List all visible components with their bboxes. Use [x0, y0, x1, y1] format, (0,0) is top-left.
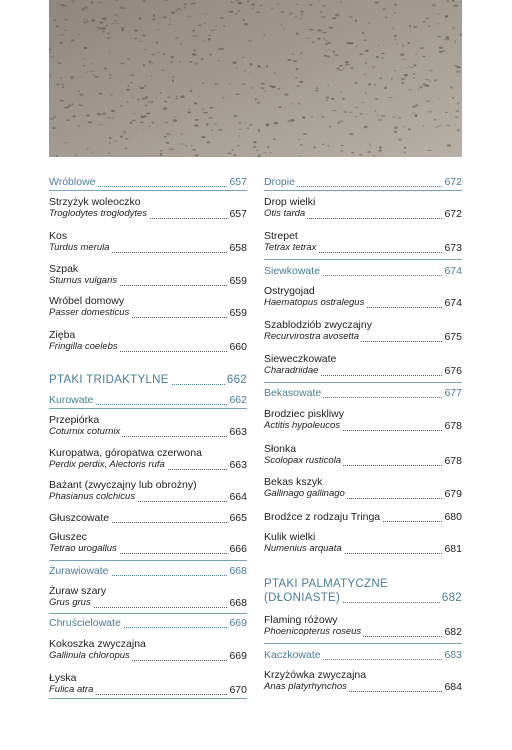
family-divider — [264, 190, 462, 191]
toc-family-entry[interactable]: Siewkowate 674 — [264, 265, 462, 277]
toc-species-entry[interactable]: Szablodziób zwyczajny Recurvirostra avosetta 675 — [264, 319, 462, 343]
toc-species-entry[interactable]: Bażant (zwyczajny lub obrożny) Phasianus colchicus 664 — [49, 479, 247, 503]
toc-species-entry[interactable]: Kuropatwa, góropatwa czerwona Perdix perdix, Alectoris rufa 663 — [49, 447, 247, 471]
toc-species-entry[interactable]: Flaming różowy Phoenicopterus roseus 682 — [264, 614, 462, 638]
toc-family-entry[interactable]: Bekasowate 677 — [264, 387, 462, 399]
family-divider — [49, 613, 247, 614]
toc-species-entry[interactable]: Słonka Scolopax rusticola 678 — [264, 443, 462, 467]
toc-order-entry[interactable]: PTAKI TRIDAKTYLNE 662 — [49, 374, 247, 386]
flock-of-birds-photo — [49, 0, 462, 157]
toc-species-entry[interactable]: Głuszec Tetrao urogallus 666 — [49, 531, 247, 555]
toc-species-entry[interactable]: Kokoszka zwyczajna Gallinula chloropus 669 — [49, 638, 247, 662]
toc-species-entry[interactable]: Strzyżyk woleoczko Troglodytes troglodytes 657 — [49, 196, 247, 220]
toc-species-entry[interactable]: Drop wielki Otis tarda 672 — [264, 196, 462, 220]
toc-family-entry[interactable]: Żurawiowate 668 — [49, 565, 247, 577]
family-divider — [49, 408, 247, 409]
toc-species-entry[interactable]: Kos Turdus merula 658 — [49, 230, 247, 254]
toc-species-entry[interactable]: Bekas kszyk Gallinago gallinago 679 — [264, 476, 462, 500]
toc-species-entry[interactable]: Kulik wielki Numenius arquata 681 — [264, 531, 462, 555]
toc-family-entry[interactable]: Wróblowe 657 — [49, 176, 247, 188]
toc-species-entry[interactable]: Sieweczkowate Charadriidae 676 — [264, 353, 462, 377]
toc-species-entry[interactable]: Przepiórka Coturnix coturnix 663 — [49, 414, 247, 438]
toc-species-entry[interactable]: Brodziec piskliwy Actitis hypoleucos 678 — [264, 408, 462, 432]
toc-species-entry[interactable]: Żuraw szary Grus grus 668 — [49, 585, 247, 609]
toc-family-entry[interactable]: Dropie 672 — [264, 176, 462, 188]
toc-order-entry[interactable]: PTAKI PALMATYCZNE (DŁONIASTE) 682 — [264, 578, 462, 604]
toc-species-entry[interactable]: Ostrygojad Haematopus ostralegus 674 — [264, 285, 462, 309]
toc-family-entry[interactable]: Kaczkowate 683 — [264, 649, 462, 661]
toc-species-entry[interactable]: Wróbel domowy Passer domesticus 659 — [49, 295, 247, 319]
toc-family-entry[interactable]: Chruścielowate 669 — [49, 617, 247, 629]
toc-species-entry[interactable]: Krzyżówka zwyczajna Anas platyrhynchos 684 — [264, 669, 462, 693]
toc-group-entry[interactable]: Brodźce z rodzaju Tringa 680 — [264, 511, 462, 523]
toc-group-entry[interactable]: Głuszcowate 665 — [49, 512, 247, 524]
family-divider — [264, 382, 462, 383]
family-divider — [49, 190, 247, 191]
toc-family-entry[interactable]: Kurowate 662 — [49, 394, 247, 406]
family-divider — [49, 560, 247, 561]
family-divider — [264, 259, 462, 260]
toc-species-entry[interactable]: Strepet Tetrax tetrax 673 — [264, 230, 462, 254]
family-divider — [49, 698, 247, 699]
toc-species-entry[interactable]: Zięba Fringilla coelebs 660 — [49, 329, 247, 353]
toc-species-entry[interactable]: Łyska Fulica atra 670 — [49, 672, 247, 696]
toc-species-entry[interactable]: Szpak Sturnus vulgaris 659 — [49, 263, 247, 287]
family-divider — [264, 643, 462, 644]
